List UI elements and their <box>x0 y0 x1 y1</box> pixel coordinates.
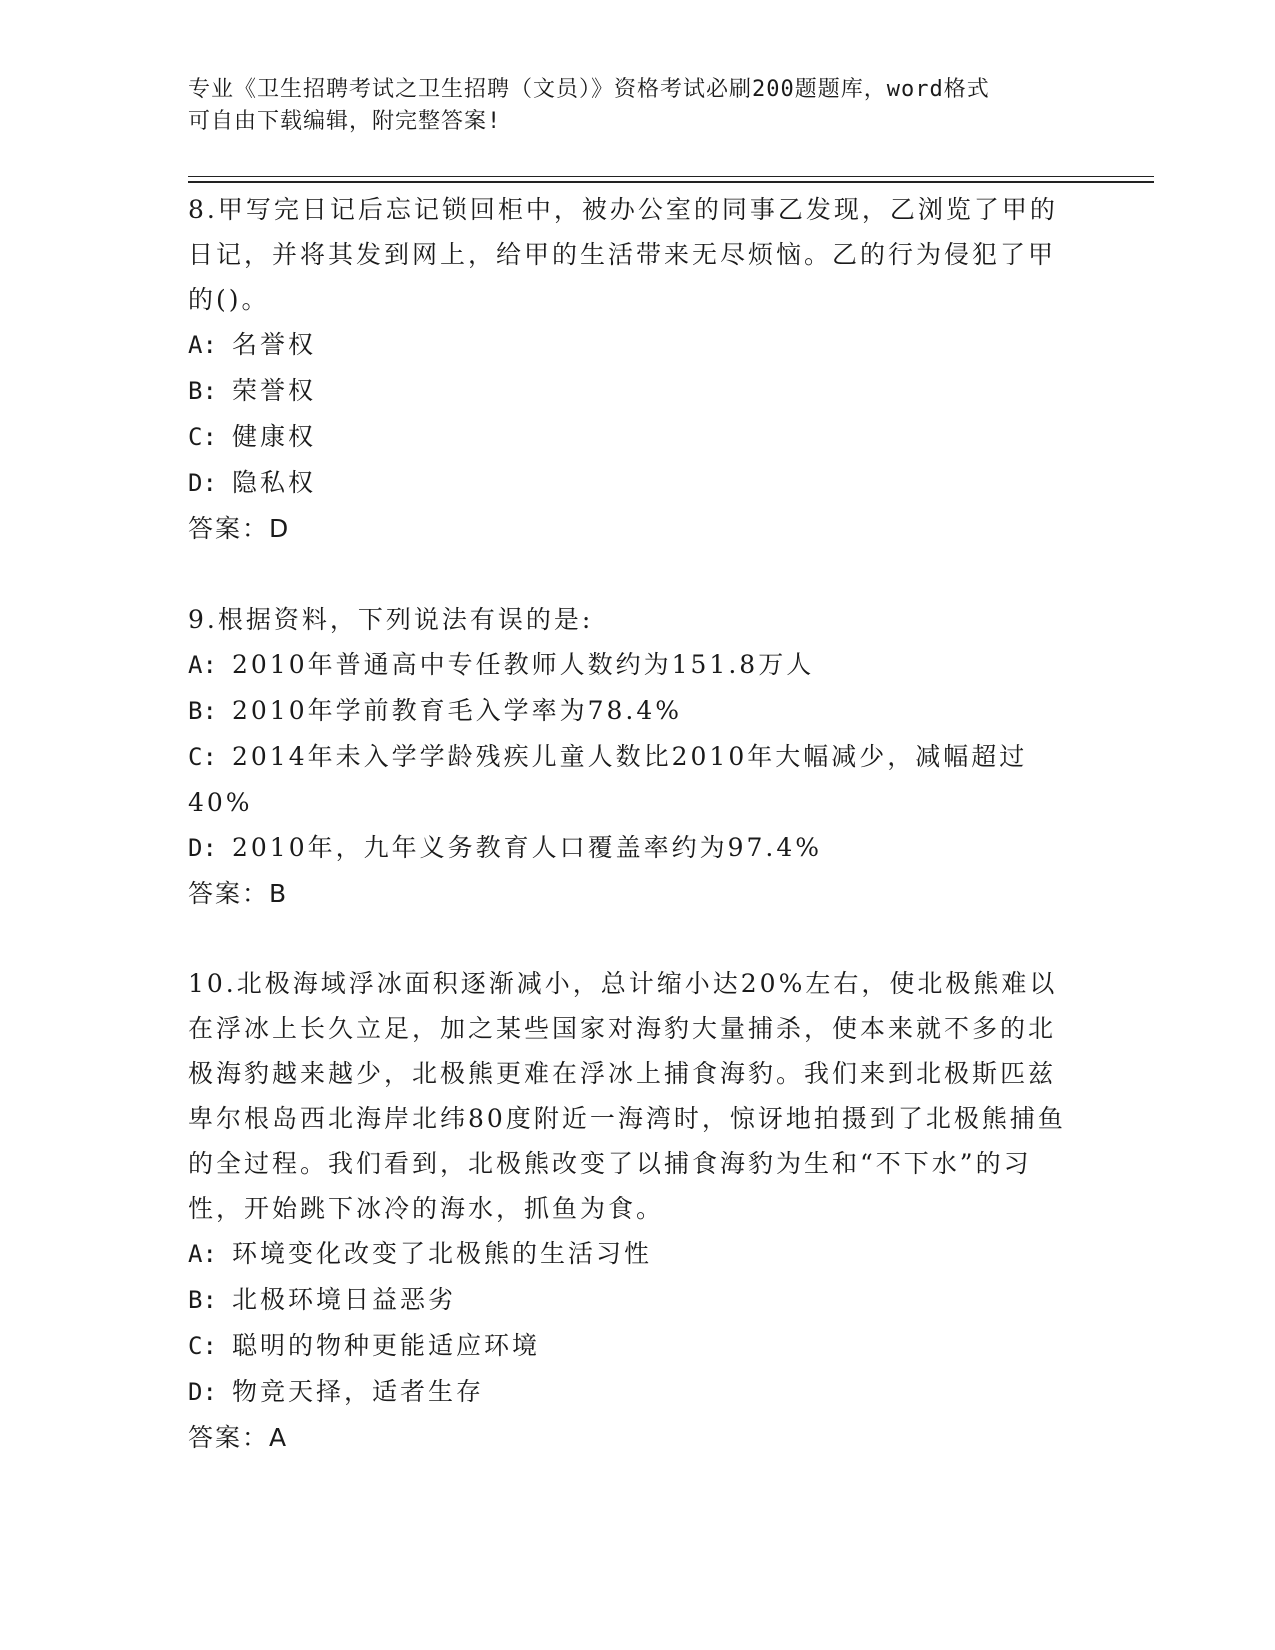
option-c <box>188 1323 1068 1369</box>
option-a <box>188 1231 1068 1277</box>
option-key: C: <box>188 1332 217 1360</box>
header-line-2: 可自由下载编辑，附完整答案! <box>188 109 502 134</box>
option-text: 荣誉权 <box>232 376 317 405</box>
option-key: A: <box>188 331 217 359</box>
answer-line: 答案：B <box>188 879 289 908</box>
option-key: D: <box>188 469 217 497</box>
option-d <box>188 460 1068 506</box>
option-text: 物竞天择，适者生存 <box>232 1377 485 1406</box>
question-8 <box>188 187 1068 551</box>
answer-line: 答案：A <box>188 1423 289 1452</box>
option-text: 健康权 <box>232 422 317 451</box>
question-text: 8.甲写完日记后忘记锁回柜中，被办公室的同事乙发现，乙浏览了甲的日记，并将其发到网上，给甲的生活带来无尽烦恼。乙的行为侵犯了甲的()。 <box>188 195 1058 314</box>
header-rule-thin <box>188 176 1154 177</box>
option-b <box>188 368 1068 414</box>
option-key: B: <box>188 1286 217 1314</box>
option-key: A: <box>188 1240 217 1268</box>
option-text: 北极环境日益恶劣 <box>232 1285 457 1314</box>
document-header <box>188 74 1088 138</box>
option-a <box>188 322 1068 368</box>
header-rule-thick <box>188 181 1154 183</box>
option-key: D: <box>188 834 217 862</box>
option-key: D: <box>188 1378 217 1406</box>
option-text: 环境变化改变了北极熊的生活习性 <box>232 1239 653 1268</box>
question-text: 10.北极海域浮冰面积逐渐减小，总计缩小达20%左右，使北极熊难以在浮冰上长久立足，加之某些国家对海豹大量捕杀，使本来就不多的北极海豹越来越少，北极熊更难在浮冰上捕食海豹。我们来到北极斯匹兹卑尔根岛西北海岸北纬80度附近一海湾时，惊讶地拍摄到了北极熊捕鱼的全过程。我们看到，北极熊改变了以捕食海豹为生和“不下水”的习性，开始跳下冰冷的海水，抓鱼为食。 <box>188 969 1066 1223</box>
option-c <box>188 414 1068 460</box>
option-key: B: <box>188 377 217 405</box>
question-text: 9.根据资料，下列说法有误的是: <box>188 605 594 634</box>
option-text: 2010年普通高中专任教师人数约为151.8万人 <box>232 650 815 679</box>
option-d <box>188 825 1068 871</box>
question-10 <box>188 961 1068 1460</box>
option-d <box>188 1369 1068 1415</box>
option-text: 聪明的物种更能适应环境 <box>232 1331 541 1360</box>
option-key: C: <box>188 423 217 451</box>
option-c <box>188 734 1068 825</box>
option-b <box>188 1277 1068 1323</box>
answer-line: 答案：D <box>188 514 291 543</box>
option-key: C: <box>188 743 217 771</box>
option-text: 隐私权 <box>232 468 317 497</box>
option-a <box>188 642 1068 688</box>
option-text: 2010年学前教育毛入学率为78.4% <box>232 696 683 725</box>
header-line-1: 专业《卫生招聘考试之卫生招聘（文员）》资格考试必刷200题题库，word格式 <box>188 77 990 102</box>
option-text: 2010年，九年义务教育人口覆盖率约为97.4% <box>232 833 823 862</box>
option-key: B: <box>188 697 217 725</box>
question-9 <box>188 597 1068 916</box>
option-key: A: <box>188 651 217 679</box>
option-text: 2014年未入学学龄残疾儿童人数比2010年大幅减少，减幅超过40% <box>188 742 1028 817</box>
option-b <box>188 688 1068 734</box>
option-text: 名誉权 <box>232 330 317 359</box>
